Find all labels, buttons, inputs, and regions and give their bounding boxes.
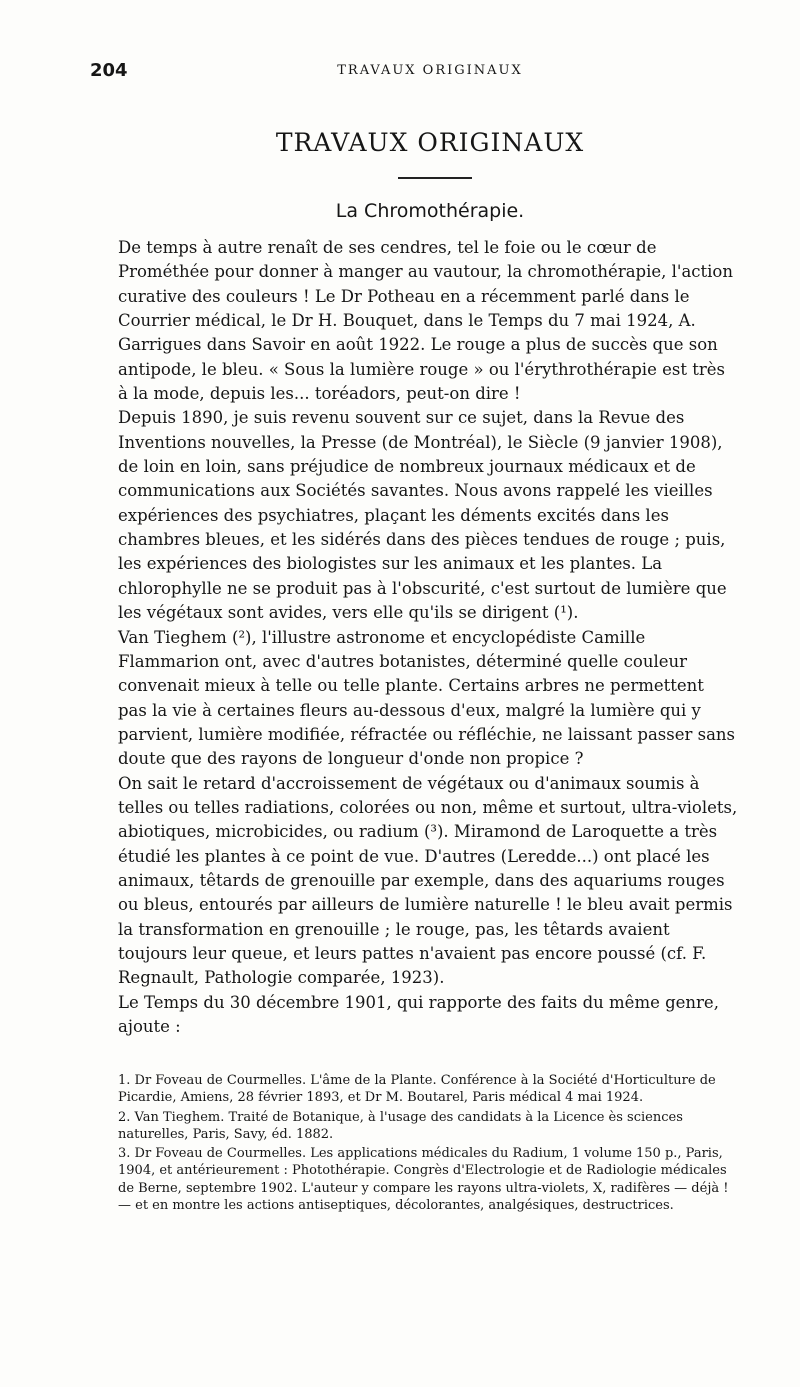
footnote-3: 3. Dr Foveau de Courmelles. Les applications médicales du Radium, 1 volume 150 p., Paris, 1904, et antérieurement : Photothérapie. Congrès d'Electrologie et de Radiologie médicales de Berne, septembre 1902. L'auteur y compare les rayons ultra-violets, X, radifères — déjà ! — et en montre les actions antiseptiques, décolorantes, analgésiques, destructrices. xyxy=(118,1146,729,1214)
paragraph-4: On sait le retard d'accroissement de végétaux ou d'animaux soumis à telles ou telles radiations, colorées ou non, même et surtout, ultra-violets, abiotiques, microbicides, ou radium (³). Miramond de Laroquette a très étudié les plantes à ce point de vue. D'autres (Leredde...) ont placé les animaux, têtards de grenouille par exemple, dans des aquariums rouges ou bleus, entourés par ailleurs de lumière naturelle ! le bleu avait permis la transformation en grenouille ; le rouge, pas, les têtards avaient toujours leur queue, et leurs pattes n'avaient pas encore poussé (cf. F. Regnault, Pathologie comparée, 1923). xyxy=(118,773,738,988)
footnotes xyxy=(118,1072,738,1216)
paragraph-1: De temps à autre renaît de ses cendres, tel le foie ou le cœur de Prométhée pour donner à manger au vautour, la chromothérapie, l'action curative des couleurs ! Le Dr Potheau en a récemment parlé dans le Courrier médical, le Dr H. Bouquet, dans le Temps du 7 mai 1924, A. Garrigues dans Savoir en août 1922. Le rouge a plus de succès que son antipode, le bleu. « Sous la lumière rouge » ou l'érythrothérapie est très à la mode, depuis les... toréadors, peut-on dire ! xyxy=(118,238,733,404)
running-title: TRAVAUX ORIGINAUX xyxy=(337,63,523,78)
article-subtitle: La Chromothérapie. xyxy=(335,200,525,222)
section-title: TRAVAUX ORIGINAUX xyxy=(275,128,585,157)
paragraph-2: Depuis 1890, je suis revenu souvent sur ce sujet, dans la Revue des Inventions nouvelles, la Presse (de Montréal), le Siècle (9 janvier 1908), de loin en loin, sans préjudice de nombreux journaux médicaux et de communications aux Sociétés savantes. Nous avons rappelé les vieilles expériences des psychiatres, plaçant les déments excités dans les chambres bleues, et les sidérés dans des pièces tendues de rouge ; puis, les expériences des biologistes sur les animaux et les plantes. La chlorophylle ne se produit pas à l'obscurité, c'est surtout de lumière que les végétaux sont avides, vers elle qu'ils se dirigent (¹). xyxy=(118,408,727,623)
paragraph-5: Le Temps du 30 décembre 1901, qui rapporte des faits du même genre, ajoute : xyxy=(118,992,719,1036)
title-rule xyxy=(398,177,472,179)
running-header xyxy=(90,60,770,84)
page-number: 204 xyxy=(90,60,128,81)
paragraph-3: Van Tieghem (²), l'illustre astronome et encyclopédiste Camille Flammarion ont, avec d'autres botanistes, déterminé quelle couleur convenait mieux à telle ou telle plante. Certains arbres ne permettent pas la vie à certaines fleurs au-dessous d'eux, malgré la lumière qui y parvient, lumière modifiée, réfractée ou réfléchie, ne laissant passer sans doute que des rayons de longueur d'onde non propice ? xyxy=(118,627,736,769)
footnote-2: 2. Van Tieghem. Traité de Botanique, à l'usage des candidats à la Licence ès sciences naturelles, Paris, Savy, éd. 1882. xyxy=(118,1109,683,1142)
footnote-1: 1. Dr Foveau de Courmelles. L'âme de la Plante. Conférence à la Société d'Horticulture de Picardie, Amiens, 28 février 1893, et Dr M. Boutarel, Paris médical 4 mai 1924. xyxy=(118,1073,716,1106)
article-body xyxy=(118,236,738,1039)
